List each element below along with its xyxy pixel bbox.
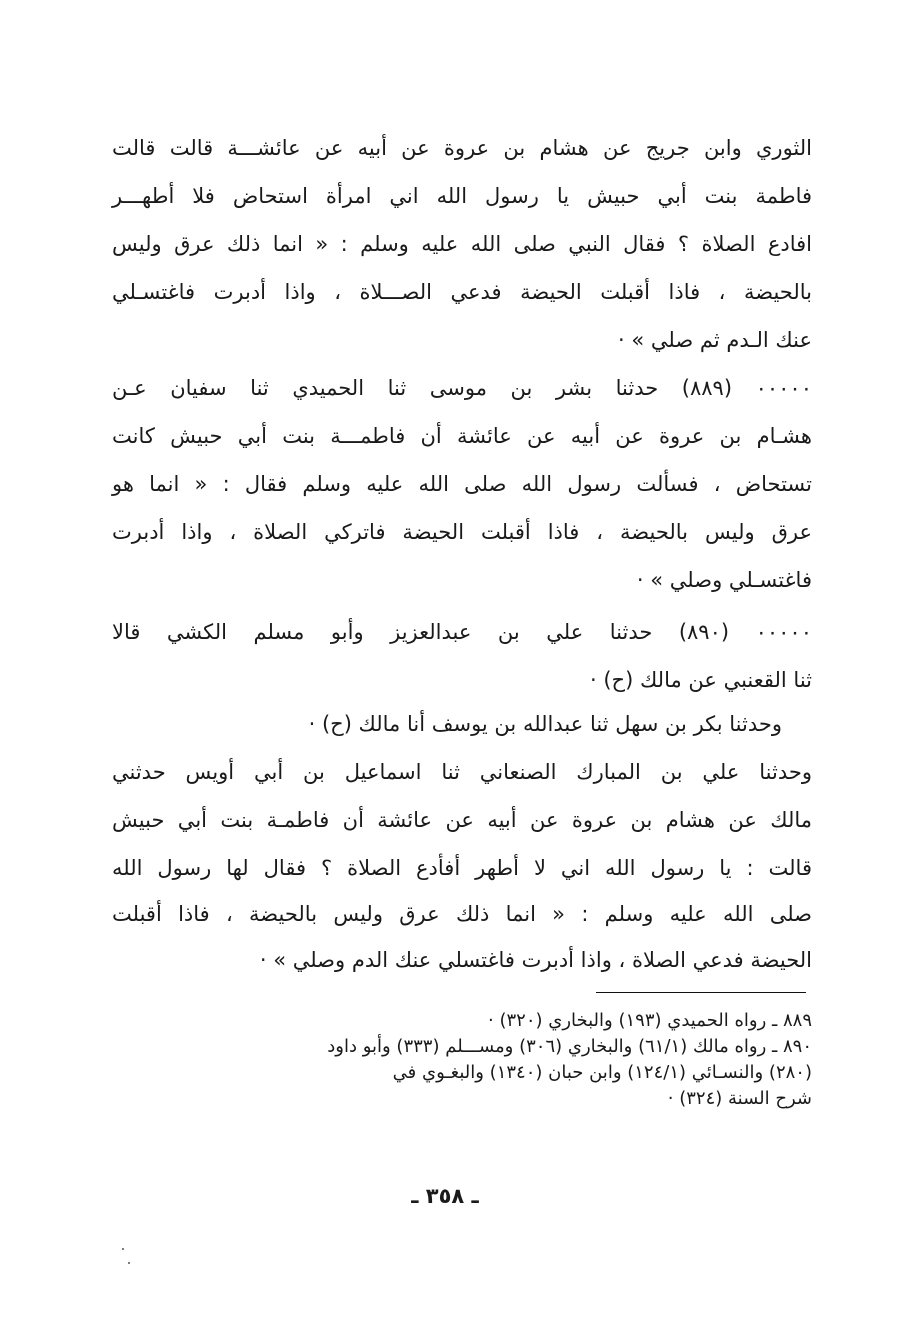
text-line: عنك الـدم ثم صلي » · <box>618 328 812 352</box>
scan-speck <box>122 1248 124 1250</box>
text-line: مالك عن هشام بن عروة عن أبيه عن عائشة أن فاطمـة بنت أبي حبيش <box>112 808 812 832</box>
text-line: فاطمة بنت أبي حبيش يا رسول الله اني امرأة استحاض فلا أطهـــر <box>112 184 812 208</box>
text-line: افادع الصلاة ؟ فقال النبي صلى الله عليه وسلم : « انما ذلك عرق وليس <box>112 232 812 256</box>
text-line: بالحيضة ، فاذا أقبلت الحيضة فدعي الصـــلاة ، واذا أدبرت فاغتسـلي <box>112 280 812 304</box>
text-line: ٠٠٠٠٠ (٨٨٩) حدثنا بشر بن موسى ثنا الحميدي ثنا سفيان عـن <box>112 376 812 400</box>
text-line: صلى الله عليه وسلم : « انما ذلك عرق وليس بالحيضة ، فاذا أقبلت <box>112 902 812 926</box>
text-line: هشـام بن عروة عن أبيه عن عائشة أن فاطمـــة بنت أبي حبيش كانت <box>112 424 812 448</box>
text-line: عرق وليس بالحيضة ، فاذا أقبلت الحيضة فاتركي الصلاة ، واذا أدبرت <box>112 520 812 544</box>
text-line: تستحاض ، فسألت رسول الله صلى الله عليه وسلم فقال : « انما هو <box>112 472 812 496</box>
text-line: قالت : يا رسول الله اني لا أطهر أفأدع الصلاة ؟ فقال لها رسول الله <box>112 856 812 880</box>
footnote-line: شرح السنة (٣٢٤) · <box>667 1088 812 1109</box>
text-line: الحيضة فدعي الصلاة ، واذا أدبرت فاغتسلي عنك الدم وصلي » · <box>259 948 812 972</box>
footnote-separator <box>596 992 806 993</box>
text-line: وحدثنا بكر بن سهل ثنا عبدالله بن يوسف أنا مالك (ح) · <box>308 712 782 736</box>
text-line: وحدثنا علي بن المبارك الصنعاني ثنا اسماعيل بن أبي أويس حدثني <box>112 760 812 784</box>
footnote-line: ٨٨٩ ـ رواه الحميدي (١٩٣) والبخاري (٣٢٠) · <box>488 1010 812 1031</box>
text-line: ثنا القعنبي عن مالك (ح) · <box>590 668 812 692</box>
scan-speck <box>128 1262 130 1264</box>
footnote-line: ٨٩٠ ـ رواه مالك (٦١/١) والبخاري (٣٠٦) ومســـلم (٣٣٣) وأبو داود <box>327 1036 812 1057</box>
text-line: ٠٠٠٠٠ (٨٩٠) حدثنا علي بن عبدالعزيز وأبو مسلم الكشي قالا <box>112 620 812 644</box>
footnote-line: (٢٨٠) والنسـائي (١٢٤/١) وابن حبان (١٣٤٠) والبغـوي في <box>392 1062 812 1083</box>
text-line: الثوري وابن جريج عن هشام بن عروة عن أبيه عن عائشـــة قالت قالت <box>112 136 812 160</box>
text-line: فاغتسـلي وصلي » · <box>636 568 812 592</box>
page-number: ـ ٣٥٨ ـ <box>411 1184 479 1208</box>
